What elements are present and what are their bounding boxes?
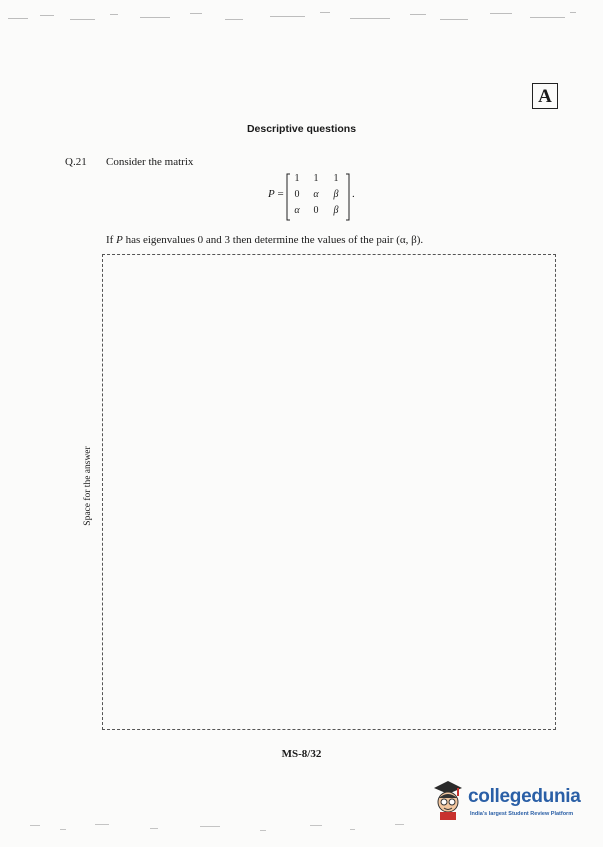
question-intro: Consider the matrix xyxy=(106,156,194,168)
matrix-p xyxy=(268,172,378,222)
matrix-cell: α xyxy=(294,205,300,216)
set-code-box: A xyxy=(532,83,558,109)
matrix-label: P = xyxy=(268,188,284,200)
condition-var: P xyxy=(116,234,123,246)
matrix-brackets xyxy=(268,172,378,222)
condition-text: has eigenvalues 0 and 3 then determine the values of the pair (α, β). xyxy=(125,234,424,246)
answer-space-label: Space for the answer xyxy=(83,446,93,526)
matrix-name: P xyxy=(268,188,275,200)
matrix-cell: β xyxy=(333,189,339,200)
question-condition xyxy=(106,234,423,246)
answer-space[interactable] xyxy=(102,254,556,730)
scan-noise-bottom xyxy=(0,815,603,845)
brand-tagline: India's largest Student Review Platform xyxy=(470,811,574,817)
page-number: MS-8/32 xyxy=(281,748,322,760)
matrix-cell: 1 xyxy=(333,173,339,184)
matrix-cell: 1 xyxy=(313,173,319,184)
matrix-cell: α xyxy=(313,189,319,200)
brand-name: collegedunia xyxy=(468,786,581,807)
condition-prefix: If xyxy=(106,234,114,246)
scan-noise-top xyxy=(0,0,603,30)
matrix-cell: 0 xyxy=(313,205,319,216)
matrix-cell: 0 xyxy=(294,189,300,200)
question-number: Q.21 xyxy=(65,156,87,168)
matrix-cell: 1 xyxy=(294,173,300,184)
section-title: Descriptive questions xyxy=(246,123,357,135)
matrix-cell: β xyxy=(333,205,339,216)
matrix-period: . xyxy=(352,188,355,200)
